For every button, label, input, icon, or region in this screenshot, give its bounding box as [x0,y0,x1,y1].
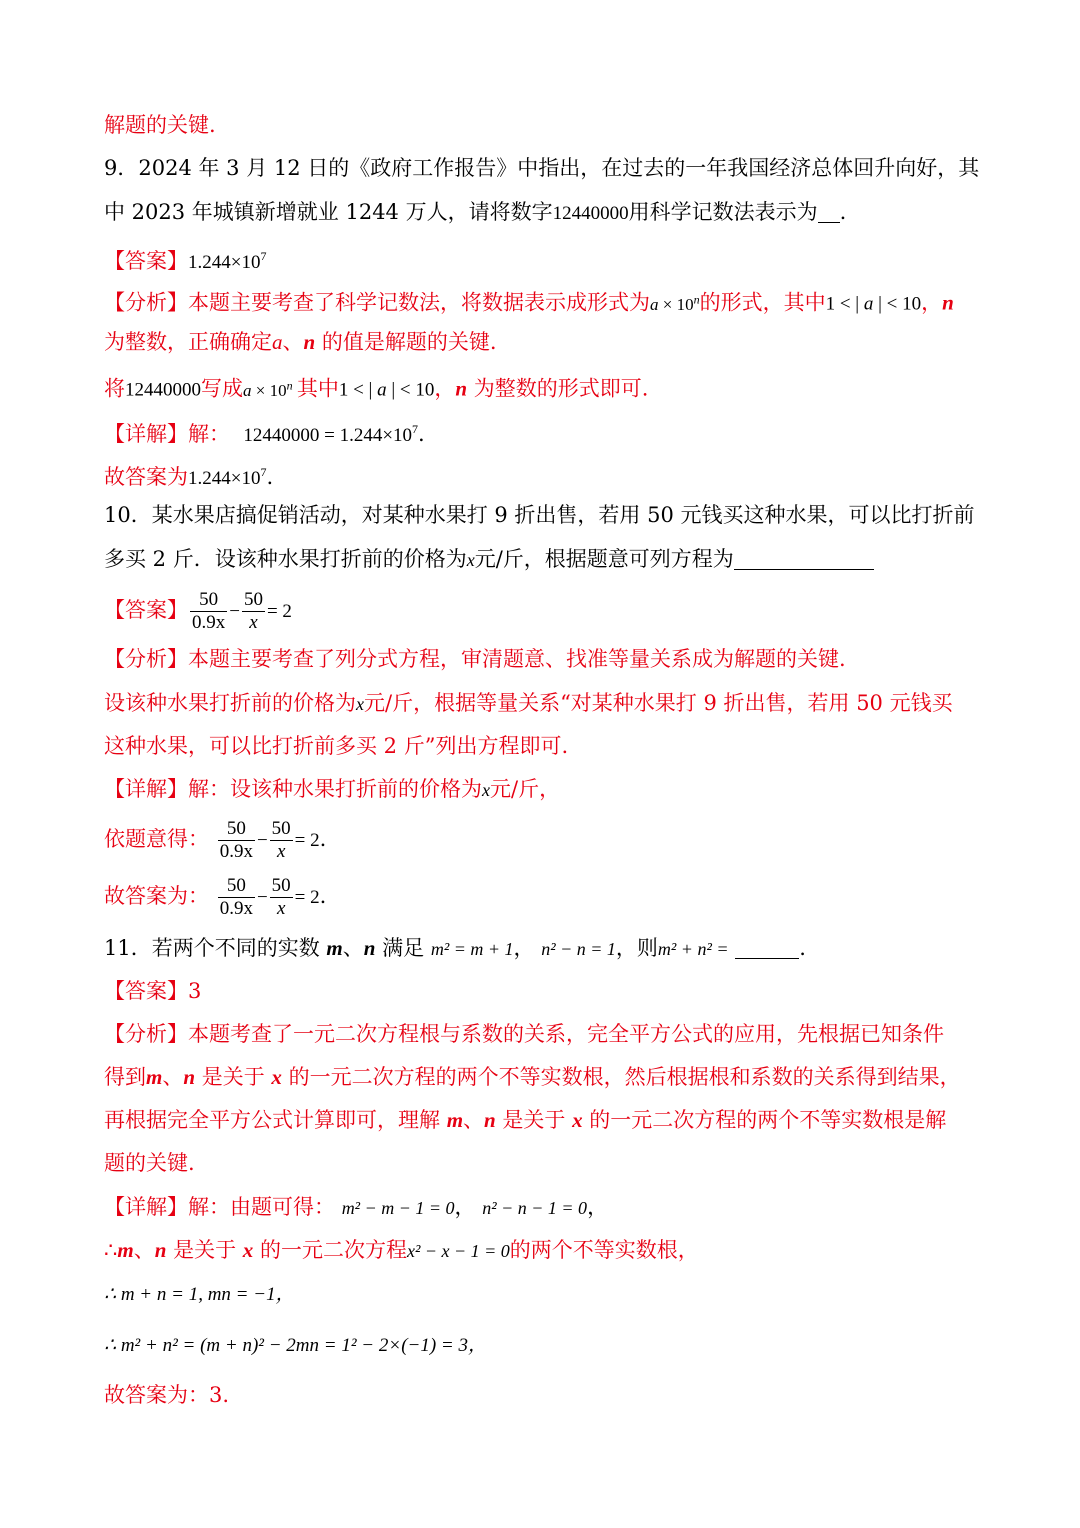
q10-stem-line-1: 10．某水果店搞促销活动，对某种水果打 9 折出售，若用 50 元钱买这种水果，可以比打折前 [104,503,975,527]
q9-detail: 【详解】解： $12440000 = 1.244\times 10^7$. [104,422,425,446]
answer-blank [735,938,799,959]
q11-detail-line-1: 【详解】解：由题可得： m² − m − 1 = 0， n² − n − 1 = 0， [104,1195,609,1219]
q9-analysis-line-2: 为整数，正确确定a、n 的值是解题的关键. [104,330,497,354]
q10-detail-line-1: 【详解】解：设该种水果打折前的价格为x元/斤， [104,777,561,801]
q11-detail-line-3: ∴ m + n = 1, mn = −1， [104,1284,295,1305]
q9-stem-line-2: 中 2023 年城镇新增就业 1244 万人，请将数字12440000用科学记数法表示为 . [104,200,847,224]
answer-blank [734,549,874,570]
q9-analysis-line-3: 将12440000写成$a \times 10^n$ 其中1 < | a | < 10，n 为整数的形式即可. [104,376,649,401]
q11-answer: 【答案】3 [104,979,202,1003]
q9-analysis-line-1: 【分析】本题主要考查了科学记数法，将数据表示成形式为$a \times 10^n$的形式，其中1 < | a | < 10，n [104,290,954,315]
q11-analysis-line-1: 【分析】本题考查了一元二次方程根与系数的关系，完全平方公式的应用，先根据已知条件 [104,1022,944,1046]
fraction: $\frac{50}{x}$ [243,589,263,633]
q9-answer: 【答案】$1.244\times 10^7$ [104,249,267,273]
q9-final-answer: 故答案为$1.244\times 10^7$. [104,465,274,489]
fraction: $\frac{50}{0.9x}$ [219,875,253,919]
fraction: $\frac{50}{0.9x}$ [192,589,226,633]
q10-analysis-line-2: 设该种水果打折前的价格为x元/斤，根据等量关系“对某种水果打 9 折出售，若用 50 元钱买 [104,691,953,715]
q10-answer: 【答案】 $\frac{50}{0.9x}$ − $\frac{50}{x}$ = 2 [104,589,292,633]
q10-analysis-line-3: 这种水果，可以比打折前多买 2 斤”列出方程即可. [104,734,569,758]
fraction: $\frac{50}{x}$ [271,875,291,919]
q10-stem-line-2: 多买 2 斤．设该种水果打折前的价格为x元/斤，根据题意可列方程为 [104,544,976,575]
q11-detail-line-4: ∴ m² + n² = (m + n)² − 2mn = 1² − 2×(−1) = 3， [104,1335,487,1356]
previous-solution-tail: 解题的关键. [104,113,216,137]
q11-analysis-line-4: 题的关键. [104,1151,195,1175]
q11-detail-line-2: ∴m、n 是关于 x 的一元二次方程x² − x − 1 = 0的两个不等实数根， [104,1238,699,1262]
q10-final-answer: 故答案为： $\frac{50}{0.9x}$ − $\frac{50}{x}$ = 2. [104,875,327,919]
q11-analysis-line-3: 再根据完全平方公式计算即可，理解 m、n 是关于 x 的一元二次方程的两个不等实数根是解 [104,1108,947,1132]
q9-stem-line-1: 9．2024 年 3 月 12 日的《政府工作报告》中指出，在过去的一年我国经济总体回升向好，其 [104,156,980,180]
q10-analysis-line-1: 【分析】本题主要考查了列分式方程，审清题意、找准等量关系成为解题的关键. [104,647,846,671]
q11-stem: 11．若两个不同的实数 m、n 满足 m² = m + 1， n² − n = 1，则m² + n² = . [104,936,806,960]
answer-blank [818,202,840,223]
q11-analysis-line-2: 得到m、n 是关于 x 的一元二次方程的两个不等实数根，然后根据根和系数的关系得到结果， [104,1065,961,1089]
fraction: $\frac{50}{0.9x}$ [219,818,253,862]
q10-detail-line-2: 依题意得： $\frac{50}{0.9x}$ − $\frac{50}{x}$ = 2. [104,818,327,862]
fraction: $\frac{50}{x}$ [271,818,291,862]
q11-final-answer: 故答案为：3. [104,1383,230,1407]
